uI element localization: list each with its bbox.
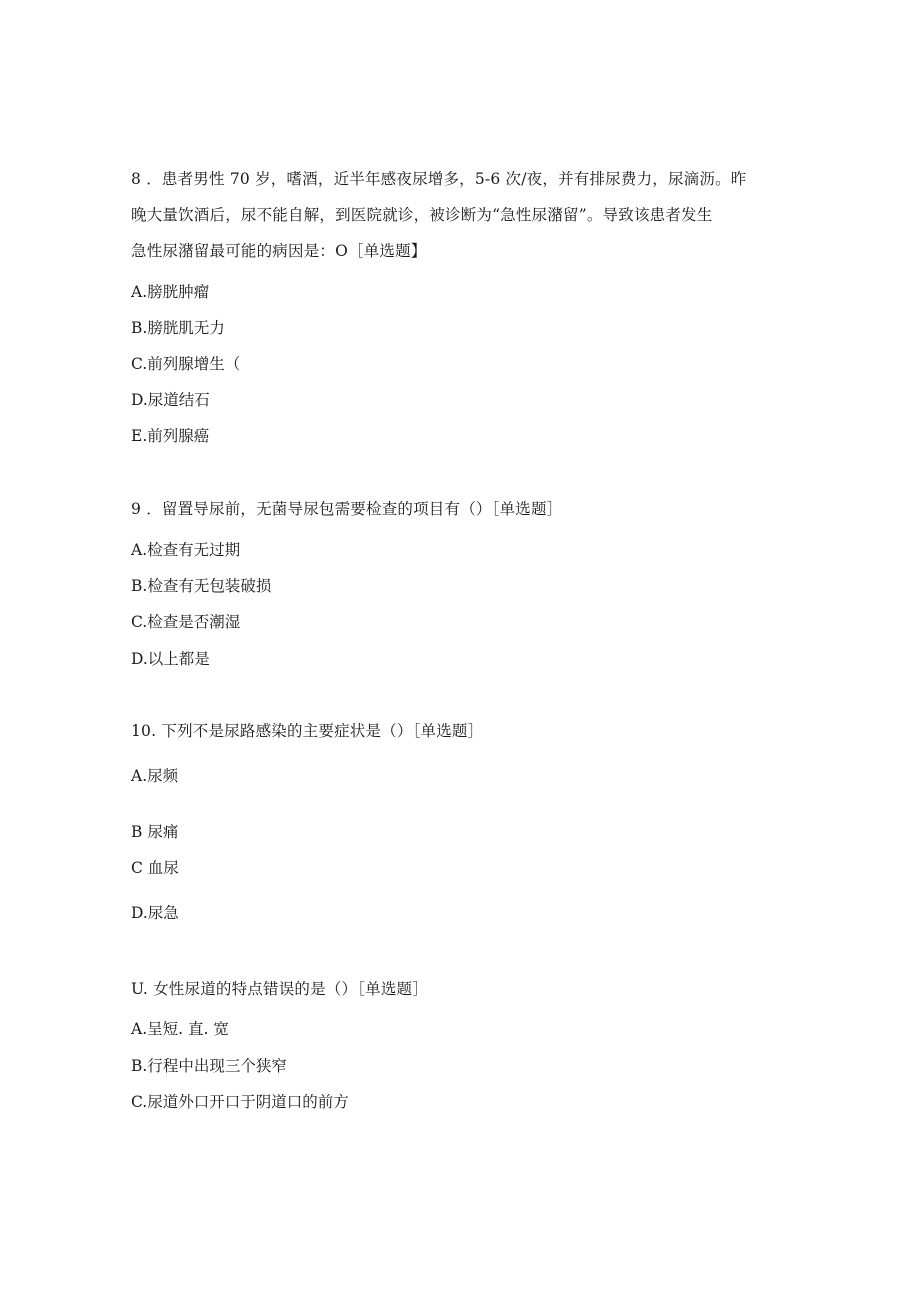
- option-c: C.尿道外口开口于阴道口的前方: [131, 1093, 349, 1111]
- option-a: A.呈短. 直. 宽: [131, 1020, 229, 1038]
- option-c: C.检查是否潮湿: [131, 613, 241, 631]
- option-a: A.检查有无过期: [131, 541, 241, 559]
- option-c: C 血尿: [131, 859, 179, 877]
- option-e: E.前列腺癌: [131, 427, 210, 445]
- option-b: B 尿痛: [131, 823, 179, 841]
- question-stem-line: 8 ．患者男性 70 岁，嗜酒，近半年感夜尿增多，5-6 次/夜，并有排尿费力，尿滴沥。昨: [131, 170, 747, 188]
- option-d: D.以上都是: [131, 650, 210, 668]
- option-c: C.前列腺增生（: [131, 355, 241, 373]
- question-stem-line: 9 ．留置导尿前，无菌导尿包需要检查的项目有（）［单选题］: [131, 500, 563, 518]
- question-stem-line: 10. 下列不是尿路感染的主要症状是（）［单选题］: [131, 722, 484, 740]
- option-d: D.尿急: [131, 904, 179, 922]
- option-b: B.行程中出现三个狭窄: [131, 1057, 287, 1075]
- option-a: A.尿频: [131, 767, 179, 785]
- option-a: A.膀胱肿瘤: [131, 283, 210, 301]
- option-b: B.检查有无包装破损: [131, 577, 272, 595]
- question-stem-line: U. 女性尿道的特点错误的是（）［单选题］: [131, 980, 428, 998]
- option-b: B.膀胱肌无力: [131, 319, 225, 337]
- question-stem-line: 急性尿潴留最可能的病因是：O［单选题】: [131, 242, 427, 260]
- question-stem-line: 晚大量饮酒后，尿不能自解，到医院就诊，被诊断为“急性尿潴留”。导致该患者发生: [131, 206, 713, 224]
- option-d: D.尿道结石: [131, 391, 210, 409]
